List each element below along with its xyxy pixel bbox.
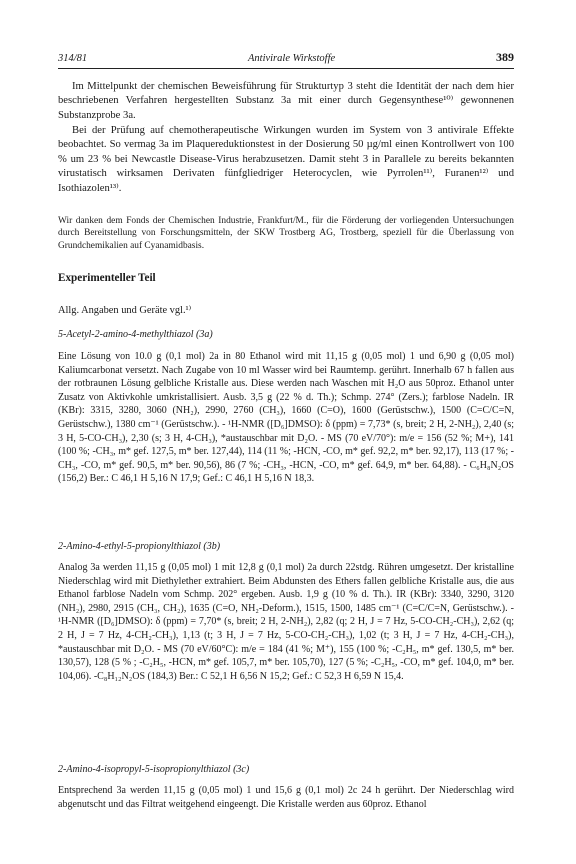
- compound-3b-title: 2-Amino-4-ethyl-5-propionylthiazol (3b): [58, 541, 221, 552]
- general-info: Allg. Angaben und Geräte vgl.¹⁾: [58, 305, 192, 316]
- section-title-experimental: Experimenteller Teil: [58, 272, 156, 284]
- compound-3c-text: Entsprechend 3a werden 11,15 g (0,05 mol) 1 und 15,6 g (0,1 mol) 2c 24 h gerührt. Der Niederschlag wird abgenutscht und das Filtrat weitgehend eingeengt. Die Kristalle werden aus 60proz. Ethanol: [58, 785, 514, 810]
- compound-3a-text: Eine Lösung von 10.0 g (0,1 mol) 2a in 80 Ethanol wird mit 11,15 g (0,05 mol) 1 und 6,90 g (0,05 mol) Kaliumcarbonat versetzt. Nach Zugabe von 10 ml Wasser wird bei Raumtemp. gerührt. Innerhalb 67 h fallen aus der rotbraunen Lösung gelbliche Kristalle aus. Diese werden nach Waschen mit H₂O aus 50proz. Ethanol unter Zusatz von Aktivkohle umkristallisiert. Ausb. 3,5 g (22 % d. Th.); Schmp. 274° (Zers.); farblose Nadeln. IR (KBr): 3315, 3280, 3060 (NH₂), 2990, 2760 (CH₃), 1660 (C=O), 1600 (Gerüstschw.), 1500 (C=C/C=N, Gerüstschw.), 1380 cm⁻¹ (Gerüstschw.). - ¹H-NMR ([D₆]DMSO): δ (ppm) = 7,73* (s, breit; 2 H, 2-NH₂), 2,40 (s; 3 H, 5-CO-CH₃), 2,30 (s; 3 H, 4-CH₃), *austauschbar mit D₂O. - MS (70 eV/70°): m/e = 156 (52 %; M+), 141 (100 %; -CH₃, m* gef. 127,5, m* ber. 127,44), 114 (11 %; -HCN, -CO, m* gef. 92,2, m* ber. 92,17), 113 (17 %; -CH₃, -CO, m* gef. 90,5, m* ber. 90,56), 86 (7 %; -CH₃, -HCN, -CO, m* gef. 64,9, m* ber. 64,88). - C₆H₈N₂OS (156,2) Ber.: C 46,1 H 5,16 N 17,9; Gef.: C 46,1 H 5,16 N 18,3.: [58, 351, 514, 485]
- compound-3b-text: Analog 3a werden 11,15 g (0,05 mol) 1 mit 12,8 g (0,1 mol) 2a durch 22stdg. Rühren umgesetzt. Der kristalline Niederschlag wird mit Diethylether extrahiert. Beim Abdunsten des Ethers fallen gelbliche Kristalle aus, die aus Ethanol farblose Nadeln vom Schmp. 202° ergeben. Ausb. 1,9 g (10 % d. Th.). IR (KBr): 3340, 3290, 3120 (NH₂), 2980, 2915 (CH₃, CH₂), 1635 (C=O, NH₂-Deform.), 1515, 1500, 1485 cm⁻¹ (C=C/C=N, Gerüstschw.). - ¹H-NMR ([D₆]DMSO): δ (ppm) = 7,70* (s, breit; 2 H, 2-NH₂), 2,82 (q; 2 H, J = 7 Hz, 5-CO-CH₂-CH₃), 2,62 (q; 2 H, J = 7 Hz, 4-CH₂-CH₃), 1,13 (t; 3 H, J = 7 Hz, 5-CO-CH₂-CH₃), 1,02 (t; 3 H, J = 7 Hz, 4-CH₂-CH₃), *austauschbar mit D₂O. - MS (70 eV/60°C): m/e = 184 (41 %; M⁺), 155 (100 %; -C₂H₅, m* gef. 130,5, m* ber. 130,57), 128 (5 % ; -C₂H₅, -HCN, m* gef. 105,7, m* ber. 105,70), 127 (5 %; -C₂H₅, -CO, m* gef. 104,0, m* ber. 104,06). -C₈H₁₂N₂OS (184,3) Ber.: C 52,1 H 6,56 N 15,2; Gef.: C 52,3 H 6,59 N 15,4.: [58, 562, 514, 682]
- paragraph-antiviral: Bei der Prüfung auf chemotherapeutische Wirkungen wurden im System von 3 antivirale Effekte beobachtet. So vermag 3a im Plaquereduktionstest in der Dosierung 50 µg/ml einen Kontrollwert von 100 % um 23 % bei Newcastle Disease-Virus herabzusetzen. Damit steht 3 in Parallele zu bereits bekannten virustatisch wirksamen Derivaten fünfgliedriger Heterocyclen, wie Pyrrolen¹¹⁾, Furanen¹²⁾ und Isothiazolen¹³⁾.: [58, 125, 514, 194]
- paragraph-identity: Im Mittelpunkt der chemischen Beweisführung für Strukturtyp 3 steht die Identität der nach dem hier beschriebenen Verfahren hergestellten Substanz 3a mit einer durch Gegensynthese¹⁰⁾ gewonnenen Substanzprobe 3a.: [58, 81, 514, 121]
- running-title: Antivirale Wirkstoffe: [247, 53, 336, 64]
- compound-3a-title: 5-Acetyl-2-amino-4-methylthiazol (3a): [58, 329, 213, 340]
- journal-reference: 314/81: [58, 53, 88, 64]
- compound-3c-title: 2-Amino-4-isopropyl-5-isopropionylthiazol (3c): [58, 764, 250, 775]
- paper-page: [58, 50, 514, 69]
- running-header: [58, 50, 514, 69]
- page-number: 389: [496, 50, 514, 64]
- acknowledgement: Wir danken dem Fonds der Chemischen Industrie, Frankfurt/M., für die Förderung der vorliegenden Untersuchungen durch Bereitstellung von Forschungsmitteln, der SKW Trostberg AG, Trostberg, speziell für die Überlassung von Grundchemikalien auf Cyanamidbasis.: [58, 216, 514, 251]
